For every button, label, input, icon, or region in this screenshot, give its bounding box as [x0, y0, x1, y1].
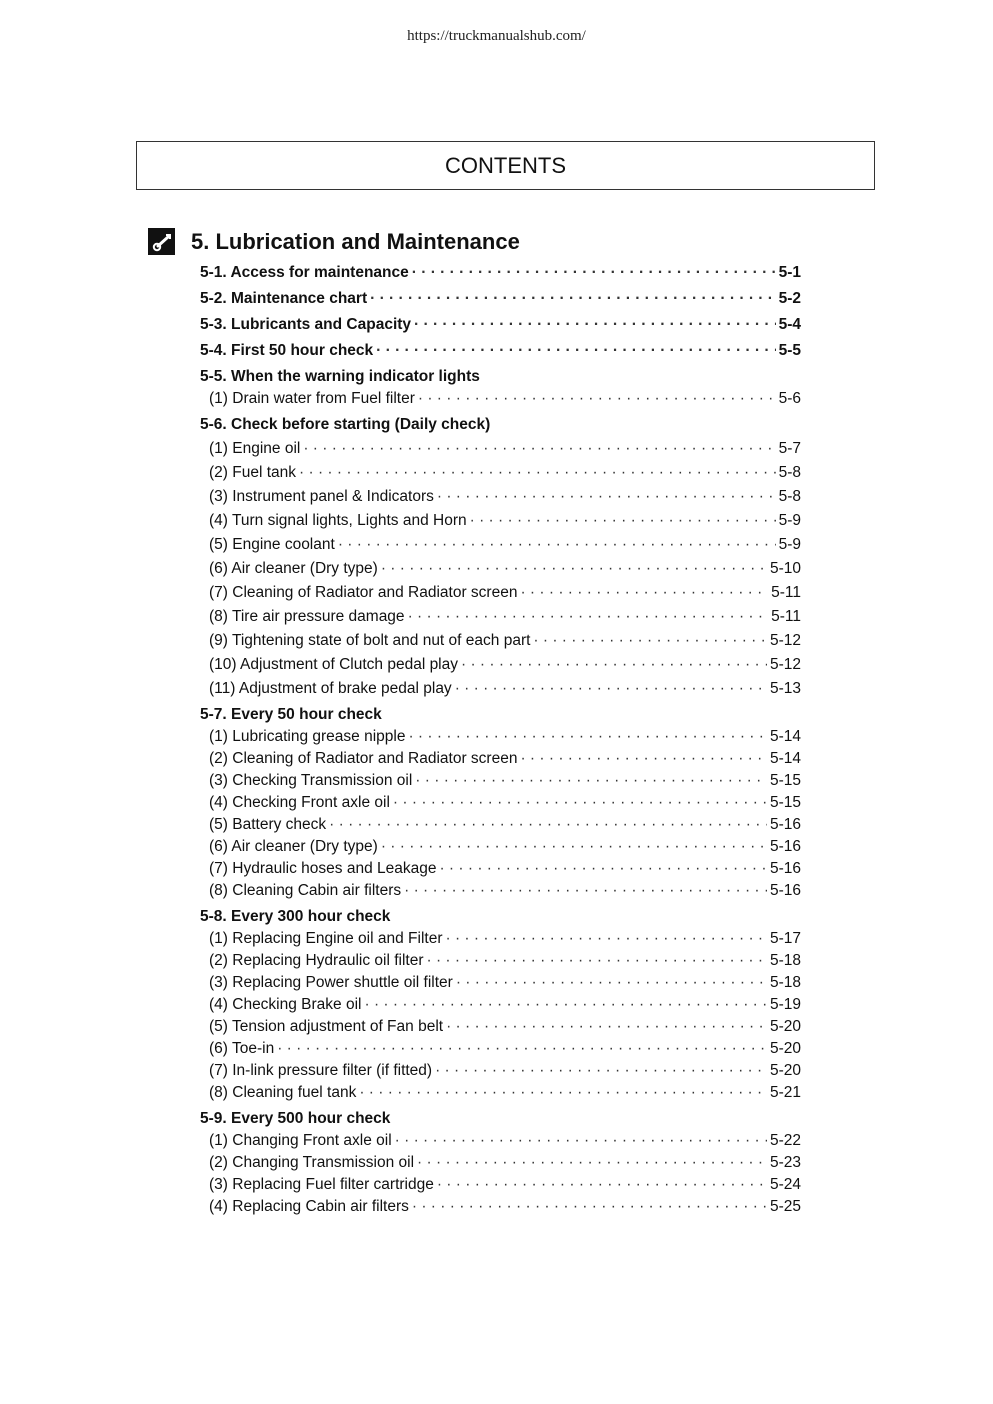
toc-page-number: 5-25	[769, 1198, 801, 1215]
dot-leader	[520, 582, 768, 604]
toc-item-entry[interactable]	[200, 558, 801, 580]
toc-page-number: 5-8	[778, 488, 801, 505]
toc-section-heading[interactable]	[200, 414, 801, 436]
toc-entry-label: (1) Drain water from Fuel filter	[209, 390, 415, 407]
dot-leader	[408, 606, 769, 628]
toc-entry-label: (8) Cleaning fuel tank	[209, 1084, 357, 1101]
toc-entry-label: (4) Turn signal lights, Lights and Horn	[209, 512, 467, 529]
toc-page-number: 5-10	[769, 560, 801, 577]
toc-page-number: 5-23	[769, 1154, 801, 1171]
dot-leader	[338, 534, 776, 556]
dot-leader	[415, 770, 767, 792]
toc-item-entry[interactable]	[200, 534, 801, 556]
dot-leader	[445, 928, 766, 950]
toc-page-number: 5-16	[769, 838, 801, 855]
toc-section-entry[interactable]	[200, 314, 801, 336]
dot-leader	[437, 1174, 767, 1196]
toc-entry-label: (2) Changing Transmission oil	[209, 1154, 415, 1171]
toc-item-entry[interactable]	[200, 1152, 801, 1174]
toc-page-number: 5-21	[769, 1084, 801, 1101]
toc-page-number: 5-20	[769, 1018, 801, 1035]
toc-entry-label: (1) Engine oil	[209, 440, 301, 457]
toc-entry-label: (6) Toe-in	[209, 1040, 275, 1057]
toc-item-entry[interactable]	[200, 654, 801, 676]
dot-leader	[439, 858, 767, 880]
toc-page-number: 5-16	[769, 816, 801, 833]
toc-entry-label: 5-2. Maintenance chart	[200, 290, 368, 307]
toc-section-heading[interactable]	[200, 1108, 801, 1130]
toc-entry-label: (8) Cleaning Cabin air filters	[209, 882, 402, 899]
dot-leader	[381, 836, 767, 858]
dot-leader	[520, 748, 767, 770]
toc-page-number: 5-17	[769, 930, 801, 947]
contents-title: CONTENTS	[445, 152, 566, 178]
toc-page-number: 5-11	[771, 608, 801, 625]
toc-item-entry[interactable]	[200, 726, 801, 748]
dot-leader	[364, 994, 766, 1016]
toc-page-number: 5-13	[769, 680, 801, 697]
table-of-contents	[200, 262, 801, 1218]
toc-entry-label: 5-3. Lubricants and Capacity	[200, 316, 412, 333]
toc-heading-label: 5-6. Check before starting (Daily check)	[200, 416, 491, 433]
toc-item-entry[interactable]	[200, 1038, 801, 1060]
wrench-icon	[148, 228, 175, 255]
toc-page-number: 5-15	[769, 794, 801, 811]
dot-leader	[329, 814, 767, 836]
toc-section-heading[interactable]	[200, 704, 801, 726]
toc-page-number: 5-18	[769, 952, 801, 969]
toc-heading-label: 5-7. Every 50 hour check	[200, 706, 382, 723]
toc-item-entry[interactable]	[200, 950, 801, 972]
toc-page-number: 5-7	[778, 440, 801, 457]
toc-entry-label: (1) Lubricating grease nipple	[209, 728, 406, 745]
toc-entry-label: (3) Replacing Fuel filter cartridge	[209, 1176, 434, 1193]
toc-item-entry[interactable]	[200, 1174, 801, 1196]
dot-leader	[412, 262, 776, 284]
toc-page-number: 5-19	[769, 996, 801, 1013]
toc-page-number: 5-12	[769, 632, 801, 649]
toc-page-number: 5-20	[769, 1062, 801, 1079]
toc-page-number: 5-18	[769, 974, 801, 991]
toc-page-number: 5-6	[778, 390, 801, 407]
dot-leader	[412, 1196, 767, 1218]
toc-item-entry[interactable]	[200, 510, 801, 532]
toc-page-number: 5-16	[769, 860, 801, 877]
toc-item-entry[interactable]	[200, 1130, 801, 1152]
toc-item-entry[interactable]	[200, 1060, 801, 1082]
dot-leader	[461, 654, 767, 676]
toc-item-entry[interactable]	[200, 858, 801, 880]
toc-entry-label: (8) Tire air pressure damage	[209, 608, 405, 625]
toc-item-entry[interactable]	[200, 836, 801, 858]
dot-leader	[437, 486, 776, 508]
toc-item-entry[interactable]	[200, 438, 801, 460]
toc-page-number: 5-2	[778, 290, 801, 307]
toc-item-entry[interactable]	[200, 928, 801, 950]
toc-page-number: 5-20	[769, 1040, 801, 1057]
dot-leader	[533, 630, 767, 652]
toc-entry-label: (6) Air cleaner (Dry type)	[209, 560, 378, 577]
dot-leader	[404, 880, 767, 902]
dot-leader	[427, 950, 767, 972]
toc-item-entry[interactable]	[200, 748, 801, 770]
toc-page-number: 5-24	[769, 1176, 801, 1193]
toc-item-entry[interactable]	[200, 1016, 801, 1038]
toc-page-number: 5-16	[769, 882, 801, 899]
toc-entry-label: (9) Tightening state of bolt and nut of each part	[209, 632, 531, 649]
toc-entry-label: (2) Fuel tank	[209, 464, 297, 481]
toc-entry-label: (7) Cleaning of Radiator and Radiator screen	[209, 584, 518, 601]
toc-entry-label: (4) Checking Front axle oil	[209, 794, 390, 811]
toc-entry-label: (7) In-link pressure filter (if fitted)	[209, 1062, 433, 1079]
toc-entry-label: (4) Checking Brake oil	[209, 996, 362, 1013]
toc-item-entry[interactable]	[200, 994, 801, 1016]
toc-item-entry[interactable]	[200, 462, 801, 484]
toc-page-number: 5-12	[769, 656, 801, 673]
dot-leader	[395, 1130, 767, 1152]
toc-item-entry[interactable]	[200, 486, 801, 508]
dot-leader	[359, 1082, 767, 1104]
toc-section-entry[interactable]	[200, 288, 801, 310]
toc-entry-label: (10) Adjustment of Clutch pedal play	[209, 656, 458, 673]
toc-page-number: 5-4	[778, 316, 801, 333]
dot-leader	[408, 726, 767, 748]
dot-leader	[418, 388, 776, 410]
toc-item-entry[interactable]	[200, 606, 801, 628]
toc-section-entry[interactable]	[200, 340, 801, 362]
toc-entry-label: (3) Replacing Power shuttle oil filter	[209, 974, 453, 991]
chapter-title: 5. Lubrication and Maintenance	[191, 228, 520, 254]
dot-leader	[277, 1038, 767, 1060]
toc-entry-label: (3) Checking Transmission oil	[209, 772, 413, 789]
toc-entry-label: (4) Replacing Cabin air filters	[209, 1198, 409, 1215]
toc-item-entry[interactable]	[200, 1196, 801, 1218]
toc-page-number: 5-5	[778, 342, 801, 359]
chapter-heading	[148, 228, 520, 255]
toc-entry-label: (2) Replacing Hydraulic oil filter	[209, 952, 424, 969]
toc-page-number: 5-8	[778, 464, 801, 481]
toc-section-entry[interactable]	[200, 262, 801, 284]
toc-heading-label: 5-5. When the warning indicator lights	[200, 368, 480, 385]
toc-page-number: 5-9	[778, 536, 801, 553]
toc-item-entry[interactable]	[200, 880, 801, 902]
dot-leader	[299, 462, 776, 484]
toc-item-entry[interactable]	[200, 814, 801, 836]
toc-item-entry[interactable]	[200, 388, 801, 410]
toc-section-heading[interactable]	[200, 366, 801, 388]
dot-leader	[456, 972, 767, 994]
dot-leader	[381, 558, 767, 580]
toc-item-entry[interactable]	[200, 972, 801, 994]
toc-item-entry[interactable]	[200, 582, 801, 604]
toc-section-heading[interactable]	[200, 906, 801, 928]
toc-page-number: 5-14	[769, 728, 801, 745]
toc-item-entry[interactable]	[200, 792, 801, 814]
toc-page-number: 5-22	[769, 1132, 801, 1149]
toc-entry-label: (1) Replacing Engine oil and Filter	[209, 930, 443, 947]
toc-entry-label: (5) Battery check	[209, 816, 327, 833]
dot-leader	[470, 510, 776, 532]
toc-entry-label: (1) Changing Front axle oil	[209, 1132, 392, 1149]
dot-leader	[393, 792, 767, 814]
toc-page-number: 5-9	[778, 512, 801, 529]
contents-title-box	[136, 141, 875, 190]
dot-leader	[455, 678, 767, 700]
toc-page-number: 5-11	[771, 584, 801, 601]
source-url: https://truckmanualshub.com/	[407, 28, 586, 44]
toc-page-number: 5-14	[769, 750, 801, 767]
dot-leader	[414, 314, 776, 336]
toc-entry-label: (3) Instrument panel & Indicators	[209, 488, 434, 505]
toc-entry-label: 5-1. Access for maintenance	[200, 264, 409, 281]
toc-item-entry[interactable]	[200, 1082, 801, 1104]
toc-entry-label: (2) Cleaning of Radiator and Radiator screen	[209, 750, 518, 767]
dot-leader	[446, 1016, 767, 1038]
dot-leader	[435, 1060, 767, 1082]
toc-entry-label: 5-4. First 50 hour check	[200, 342, 374, 359]
dot-leader	[376, 340, 775, 362]
toc-entry-label: (5) Engine coolant	[209, 536, 335, 553]
toc-entry-label: (11) Adjustment of brake pedal play	[209, 680, 452, 697]
toc-page-number: 5-15	[769, 772, 801, 789]
toc-item-entry[interactable]	[200, 678, 801, 700]
toc-entry-label: (5) Tension adjustment of Fan belt	[209, 1018, 444, 1035]
toc-item-entry[interactable]	[200, 630, 801, 652]
dot-leader	[303, 438, 775, 460]
toc-heading-label: 5-9. Every 500 hour check	[200, 1110, 391, 1127]
toc-entry-label: (6) Air cleaner (Dry type)	[209, 838, 378, 855]
dot-leader	[417, 1152, 767, 1174]
toc-page-number: 5-1	[778, 264, 801, 281]
toc-heading-label: 5-8. Every 300 hour check	[200, 908, 391, 925]
dot-leader	[370, 288, 775, 310]
toc-entry-label: (7) Hydraulic hoses and Leakage	[209, 860, 437, 877]
toc-item-entry[interactable]	[200, 770, 801, 792]
